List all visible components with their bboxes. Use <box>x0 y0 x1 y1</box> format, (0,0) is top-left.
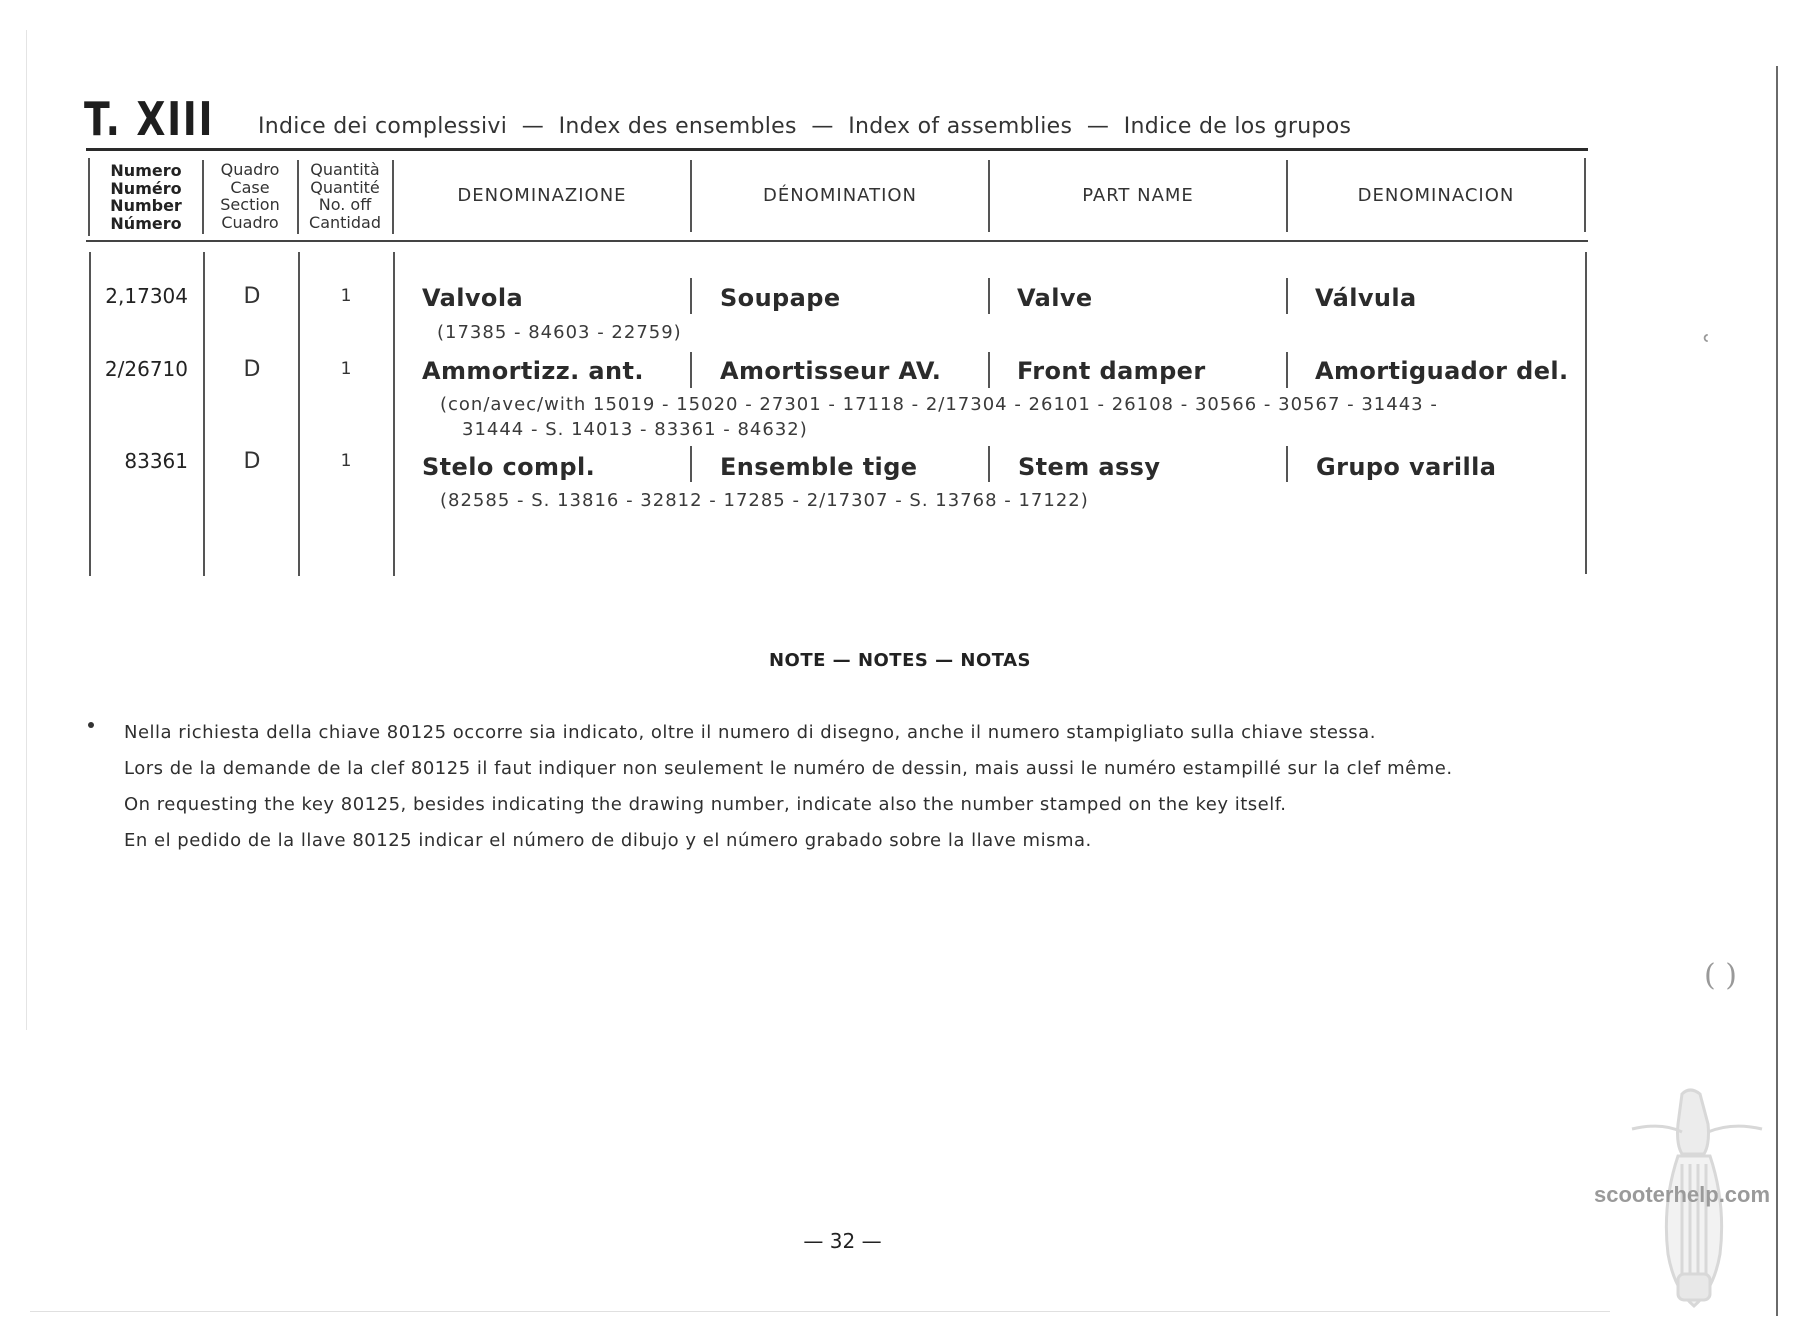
part-name-es: Válvula <box>1315 284 1417 312</box>
table-divider <box>203 252 205 576</box>
quantity: 1 <box>340 359 352 379</box>
reference-numbers: (con/avec/with 15019 - 15020 - 27301 - 17118 - 2/17304 - 26101 - 26108 - 30566 - 30567 - 31443 - <box>440 394 1438 415</box>
name-separator <box>690 352 692 388</box>
name-separator <box>988 446 990 482</box>
part-name-en: Stem assy <box>1018 453 1161 481</box>
column-header-es: DENOMINACION <box>1357 185 1515 206</box>
table-divider <box>393 252 395 576</box>
case-code: D <box>243 449 261 474</box>
name-separator <box>1286 446 1288 482</box>
part-name-fr: Soupape <box>720 284 841 312</box>
table-divider <box>298 252 300 576</box>
part-name-it: Valvola <box>422 284 524 312</box>
reference-numbers: (17385 - 84603 - 22759) <box>437 322 682 343</box>
note-line-en: On requesting the key 80125, besides indicating the drawing number, indicate also the number stamped on the key itself. <box>124 794 1287 815</box>
part-name-it: Stelo compl. <box>422 453 596 481</box>
quantity: 1 <box>340 451 352 471</box>
name-separator <box>690 278 692 314</box>
name-separator <box>988 352 990 388</box>
reference-numbers: (82585 - S. 13816 - 32812 - 17285 - 2/17307 - S. 13768 - 17122) <box>440 490 1089 511</box>
note-line-es: En el pedido de la llave 80125 indicar el número de dibujo y el número grabado sobre la llave misma. <box>124 830 1092 851</box>
part-name-en: Valve <box>1017 284 1093 312</box>
name-separator <box>1286 278 1288 314</box>
name-separator <box>988 278 990 314</box>
part-name-es: Amortiguador del. <box>1315 357 1569 385</box>
page-number: — 32 — <box>803 1229 882 1253</box>
case-code: D <box>243 357 261 382</box>
page-title: Indice dei complessivi — Index des ensembles — Index of assemblies — Indice de los grupos <box>258 114 1352 139</box>
reference-numbers: 31444 - S. 14013 - 83361 - 84632) <box>462 419 808 440</box>
part-name-es: Grupo varilla <box>1316 453 1497 481</box>
case-code: D <box>243 284 261 309</box>
table-border-right <box>1585 252 1587 574</box>
part-number: 2/26710 <box>104 357 188 381</box>
part-name-it: Ammortizz. ant. <box>422 357 644 385</box>
column-header-case: Quadro Case Section Cuadro <box>220 160 280 232</box>
name-separator <box>690 446 692 482</box>
table-border-right <box>1584 158 1586 232</box>
part-name-en: Front damper <box>1017 357 1206 385</box>
name-separator <box>1286 352 1288 388</box>
column-header-it: DENOMINAZIONE <box>457 185 627 206</box>
watermark-text: scooterhelp.com <box>1594 1182 1771 1207</box>
punch-hole-mark: ʿ <box>1702 330 1712 365</box>
note-line-fr: Lors de la demande de la clef 80125 il faut indiquer non seulement le numéro de dessin, mais aussi le numéro estampillé sur la clef même. <box>124 758 1453 779</box>
header-rule <box>86 240 1588 242</box>
plate-number: T. XIII <box>84 92 215 146</box>
part-name-fr: Ensemble tige <box>720 453 918 481</box>
column-header-fr: DÉNOMINATION <box>762 185 918 206</box>
column-header-number: Numero Numéro Number Número <box>110 161 182 233</box>
part-number: 83361 <box>124 449 188 473</box>
quantity: 1 <box>340 286 352 306</box>
table-border-left <box>88 158 90 236</box>
part-name-fr: Amortisseur AV. <box>720 357 942 385</box>
scan-edge-left <box>26 30 27 1030</box>
note-line-it: Nella richiesta della chiave 80125 occorre sia indicato, oltre il numero di disegno, anche il numero stampigliato sulla chiave stessa. <box>124 722 1376 743</box>
column-header-en: PART NAME <box>1082 185 1194 206</box>
punch-hole-mark: ( ) <box>1704 958 1737 993</box>
scan-edge-bottom <box>30 1311 1610 1312</box>
part-number: 2,17304 <box>105 284 188 308</box>
column-header-quantity: Quantità Quantité No. off Cantidad <box>309 160 381 232</box>
notes-heading: NOTE — NOTES — NOTAS <box>768 650 1032 671</box>
note-bullet <box>88 722 94 728</box>
title-rule <box>86 148 1588 151</box>
